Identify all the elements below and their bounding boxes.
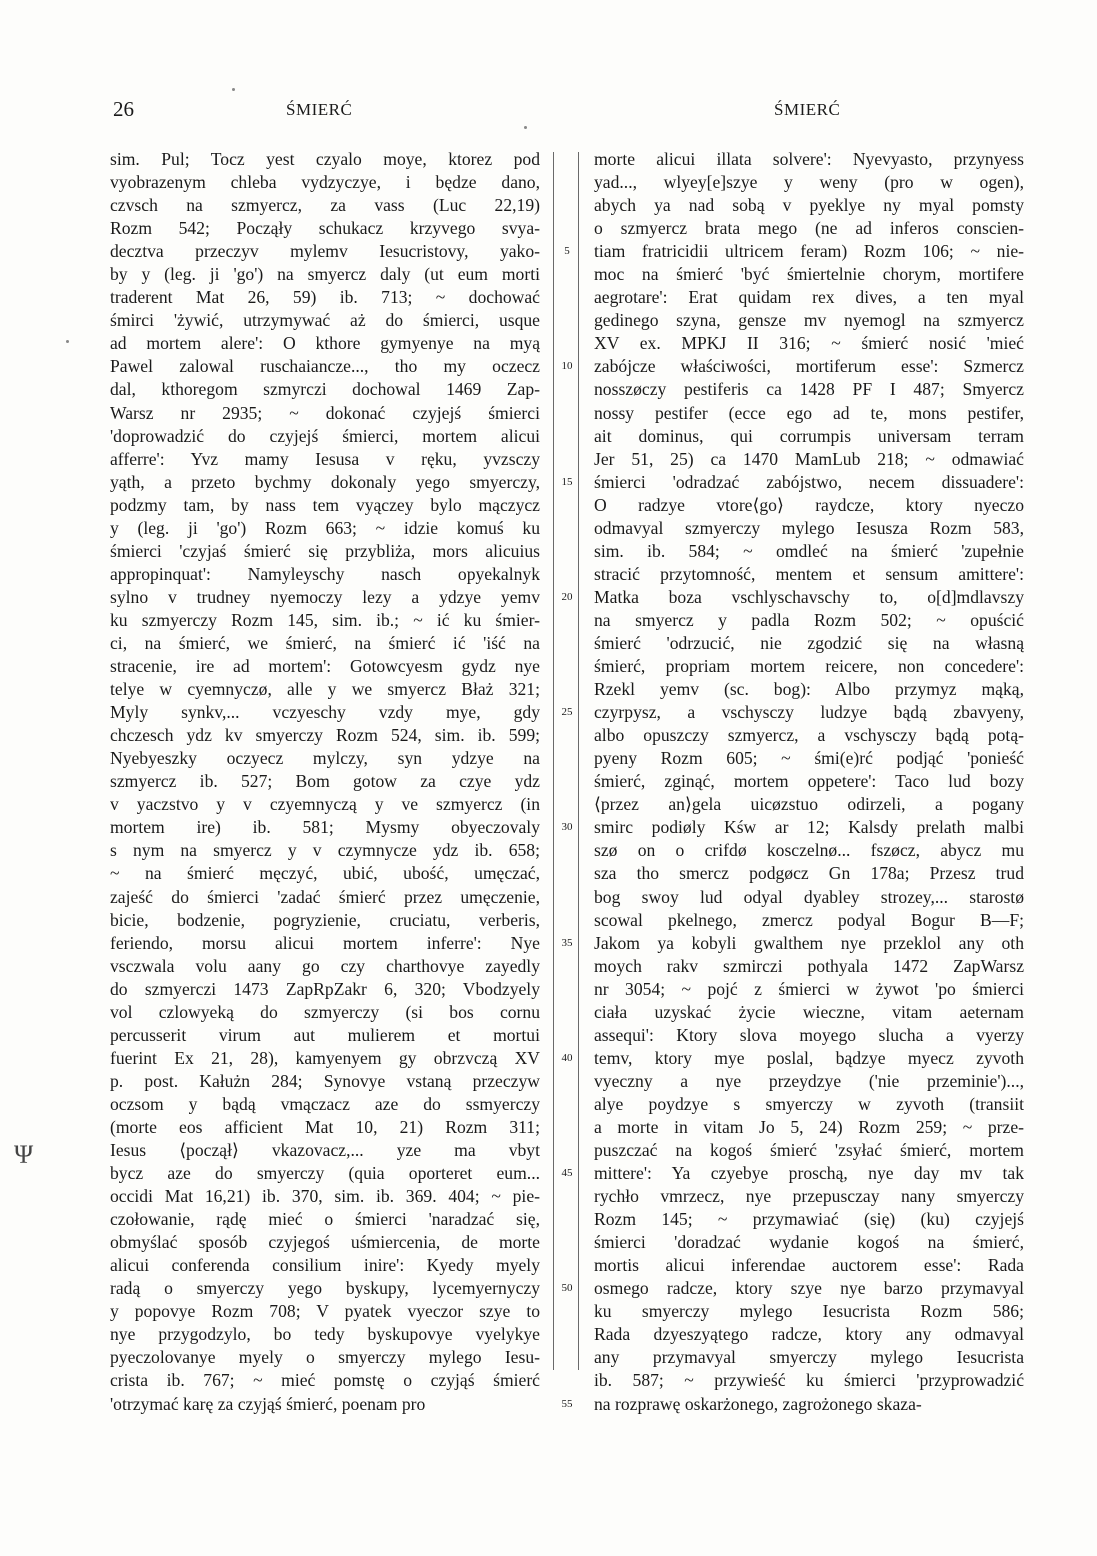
text-line: śmierć 'odrzucić, nie zgodzić się na własną: [594, 632, 1024, 653]
text-line: (morte eos afficient Mat 10, 21) Rozm 311;: [110, 1116, 540, 1137]
text-line: assequi': Ktory slova moyego slucha a vyerzy: [594, 1024, 1024, 1045]
text-line: vyobrazenym chleba vydzyczye, i będze dano,: [110, 172, 540, 193]
text-line: a morte in vitam Jo 5, 24) Rozm 259; ~ prze-: [594, 1116, 1024, 1137]
text-line: smirc podiøly Kśw ar 12; Kalsdy prelath malbi: [594, 817, 1024, 838]
text-line: moc na śmierć 'być śmiertelnie chorym, mortifere: [594, 264, 1024, 285]
text-line: pyeny Rozm 605; ~ śmi(e)rć podjąć 'ponieść: [594, 748, 1024, 769]
text-line: occidi Mat 16,21) ib. 370, sim. ib. 369. 404; ~ pie-: [110, 1186, 540, 1207]
text-line: alicui conferenda consilium inire': Kyedy myely: [110, 1255, 540, 1276]
text-line: feriendo, morsu alicui mortem inferre': Nye: [110, 932, 540, 953]
text-line: śmierci 'doradzać wydanie kogoś na śmierć,: [594, 1232, 1024, 1253]
text-line: Rzekl yemv (sc. bog): Albo przymyz mąką,: [594, 679, 1024, 700]
text-line: nossy pestifer (ecce ego ad te, mons pestifer,: [594, 402, 1024, 423]
text-line: aegrotare': Erat quidam rex dives, a ten myal: [594, 287, 1024, 308]
text-line: vyeczny a nye przeydzye ('nie przeminie')...,: [594, 1070, 1024, 1091]
text-line: na smyercz y padla Rozm 502; ~ opuścić: [594, 609, 1024, 630]
text-line: Iesus ⟨począł⟩ vkazovacz,... yze ma vbyt: [110, 1140, 540, 1161]
text-line: Myly synkv,... vczyeschy vzdy mye, gdy: [110, 702, 540, 723]
text-line: śmirci 'żywić, utrzymywać aż do śmierci, usque: [110, 310, 540, 331]
text-line: Pawel zalowal ruschaiancze..., tho my oczecz: [110, 356, 540, 377]
text-line: podzmy tam, by nass tem vyączey bylo mączycz: [110, 494, 540, 515]
text-line: puszczać na kogoś śmierć 'zsyłać śmierć, mortem: [594, 1140, 1024, 1161]
text-line: telye w cyemnyczø, alle y we smyercz Błaż 321;: [110, 679, 540, 700]
text-line: crista ib. 767; ~ mieć pomstę o czyjąś śmierć: [110, 1370, 540, 1391]
text-line: vol czlowyeką do szmyerczy (si bos cornu: [110, 1001, 540, 1022]
text-line: dal, kthoregom szmyrczi dochowal 1469 Zap-: [110, 379, 540, 400]
text-line: Nyebyeszky oczyecz mylczy, syn ydzye na: [110, 748, 540, 769]
text-line: pyeczolovanye myely o smyerczy mylego Iesu-: [110, 1347, 540, 1368]
line-number: 55: [561, 1397, 573, 1410]
text-line: osmego radcze, ktory szye nye barzo przymavyal: [594, 1278, 1024, 1299]
text-line: szmyercz ib. 527; Bom gotow za czye ydz: [110, 771, 540, 792]
text-line: mortis alicui inferendae auctorem esse': Rada: [594, 1255, 1024, 1276]
text-line: Matka boza vschlyschavschy to, o[d]mdlavszy: [594, 586, 1024, 607]
text-line: ci, na śmierć, we śmierć, na śmierć ić 'iść na: [110, 632, 540, 653]
text-line: alye poydzye s smyerczy w zyvoth (transiit: [594, 1093, 1024, 1114]
text-line: abych ya nad sobą v pyeklye ny myal pomsty: [594, 195, 1024, 216]
text-line: rychło vmrzecz, nye przepusczay nany smyerczy: [594, 1186, 1024, 1207]
text-line: do szmyerczi 1473 ZapRpZakr 6, 320; Vbodzyely: [110, 978, 540, 999]
text-line: percusserit virum aut mulierem et mortui: [110, 1024, 540, 1045]
text-line: Rada dzyeszyątego radcze, ktory any odmavyal: [594, 1324, 1024, 1345]
line-number: 5: [564, 245, 570, 258]
text-line: yad..., wlyey[e]szye y weny (pro w ogen),: [594, 172, 1024, 193]
text-line: śmierć, propriam mortem reicere, non concedere':: [594, 656, 1024, 677]
text-line: tiam fratricidii ultricem feram) Rozm 106; ~ nie-: [594, 241, 1024, 262]
text-line: ⟨przez an⟩gela uicøzstuo odirzeli, a pogany: [594, 794, 1024, 815]
running-head-left: ŚMIERĆ: [286, 100, 353, 119]
margin-mark: Ψ: [14, 1140, 34, 1169]
speck: [524, 126, 527, 129]
text-line: Jakom ya kobyli gwalthem nye przeklol any oth: [594, 932, 1024, 953]
text-line: Jer 51, 25) ca 1470 MamLub 218; ~ odmawiać: [594, 448, 1024, 469]
running-head-right: ŚMIERĆ: [774, 100, 841, 119]
text-line: XV ex. MPKJ II 316; ~ śmierć nosić 'mieć: [594, 333, 1024, 354]
text-line: czołowanie, rądę mieć o śmierci 'naradzać się,: [110, 1209, 540, 1230]
text-line: sim. Pul; Tocz yest czyalo moye, ktorez pod: [110, 149, 540, 169]
text-line: s nym na smyercz y v czymnycze ydz ib. 658;: [110, 840, 540, 861]
right-column: [594, 148, 1024, 1416]
text-line: Warsz nr 2935; ~ dokonać czyjejś śmierci: [110, 402, 540, 423]
column-divider-left: [553, 152, 554, 1370]
text-line: ku smyerczy mylego Iesucrista Rozm 586;: [594, 1301, 1024, 1322]
text-line: by y (leg. ji 'go') na smyercz daly (ut eum morti: [110, 264, 540, 285]
text-line: radą o smyerczy yego byskupy, lycemyernyczy: [110, 1278, 540, 1299]
text-line: y popovye Rozm 708; V pyatek vyeczor szye to: [110, 1301, 540, 1322]
text-line: albo opuszczy szmyercz, a vschysczy bądą potą-: [594, 725, 1024, 746]
text-line: zajeść do śmierci 'zadać śmierć przez umęczenie,: [110, 886, 540, 907]
text-line: ib. 587; ~ przywieść ku śmierci 'przyprowadzić: [594, 1370, 1024, 1391]
text-line: ciała uzyskać życie wieczne, vitam aeternam: [594, 1001, 1024, 1022]
text-line: yąth, a przeto bychmy dokonaly yego smyerczy,: [110, 471, 540, 492]
line-number: 45: [561, 1167, 573, 1180]
text-line: o szmyercz brata mego (ne ad inferos conscien-: [594, 218, 1024, 239]
line-number: 20: [561, 590, 573, 603]
text-line: czvsch na szmyercz, za vass (Luc 22,19): [110, 195, 540, 216]
page-number: 26: [113, 97, 134, 121]
text-line: fuerint Ex 21, 28), kamyenyem gy obrzvczą XV: [110, 1047, 540, 1068]
text-line: 'otrzymać karę za czyjąś śmierć, poenam pro: [110, 1393, 426, 1414]
text-line: vsczwala volu aany go czy charthovye zayedly: [110, 955, 540, 976]
text-line: sim. ib. 584; ~ omdleć na śmierć 'zupełnie: [594, 540, 1024, 561]
text-line: zabójcze właściwości, mortiferum esse': Szmercz: [594, 356, 1024, 377]
text-line: ku szmyerczy Rozm 145, sim. ib.; ~ ić ku śmier-: [110, 609, 540, 630]
text-line: traderent Mat 26, 59) ib. 713; ~ dochować: [110, 287, 540, 308]
text-line: chczesch ydz kv smyerczy Rozm 524, sim. ib. 599;: [110, 725, 540, 746]
column-divider-right: [578, 152, 579, 1370]
text-line: bicie, bodzenie, pogryzienie, cruciatu, verberis,: [110, 909, 540, 930]
text-line: 'doprowadzić do czyjejś śmierci, mortem alicui: [110, 425, 540, 446]
text-line: odmavyal szmyerczy mylego Iesusza Rozm 583,: [594, 517, 1024, 538]
text-line: czyrpysz, a vschysczy ludzye bądą zbavyeny,: [594, 702, 1024, 723]
text-line: obmyślać sposób czyjegoś uśmiercenia, de morte: [110, 1232, 540, 1253]
text-line: decztva przeczyv mylemv Iesucristovy, yako-: [110, 241, 540, 262]
text-line: moych rakv szmirczi pothyala 1472 ZapWarsz: [594, 955, 1024, 976]
text-line: y (leg. ji 'go') Rozm 663; ~ idzie komuś ku: [110, 517, 540, 538]
text-line: any przymavyal smyerczy mylego Iesucrista: [594, 1347, 1024, 1368]
text-line: nye przygodzylo, bo tedy byskupovye vyelykye: [110, 1324, 540, 1345]
text-line: ad mortem alere': O kthore gymyenye na myą: [110, 333, 540, 354]
text-line: nr 3054; ~ pojć z śmierci w żywot 'po śmierci: [594, 978, 1024, 999]
text-line: śmierć, zginąć, mortem oppetere': Taco lud bozy: [594, 771, 1024, 792]
text-line: p. post. Kałużn 284; Synovye vstaną przeczyw: [110, 1070, 540, 1091]
text-line: śmierci 'czyjaś śmierć się przybliża, mors alicuius: [110, 540, 540, 561]
text-line: stracenie, ire ad mortem': Gotowcyesm gydz nye: [110, 656, 540, 677]
text-line: v yaczstvo y v czyemnyczą y ve szmyercz (in: [110, 794, 540, 815]
text-line: szø on o crifdø kosczelnø... fszøcz, abycz mu: [594, 840, 1024, 861]
text-line: sza tho smercz podgøcz Gn 178a; Przesz trud: [594, 863, 1024, 884]
text-line: nosszøczy pestiferis ca 1428 PF I 487; Smyercz: [594, 379, 1024, 400]
text-line: ait dominus, qui corrumpis universam terram: [594, 425, 1024, 446]
line-number: 10: [561, 360, 573, 373]
line-number: 15: [561, 475, 573, 488]
text-line: Rozm 145; ~ przymawiać (się) (ku) czyjejś: [594, 1209, 1024, 1230]
text-line: O radzye vtore⟨go⟩ raydcze, ktory nyeczo: [594, 494, 1024, 515]
line-number: 30: [561, 821, 573, 834]
text-line: scowal pkelnego, zmercz podyal Bogur B—F;: [594, 909, 1024, 930]
text-line: śmierci 'odradzać zabójstwo, necem dissuadere':: [594, 471, 1024, 492]
text-line: appropinquat': Namyleyschy nasch opyekalnyk: [110, 563, 540, 584]
text-line: na rozprawę oskarżonego, zagrożonego skaza-: [594, 1393, 922, 1414]
speck: [232, 88, 235, 91]
line-number: 35: [561, 936, 573, 949]
text-line: temv, ktory mye poslal, bądzye myecz zyvoth: [594, 1047, 1024, 1068]
text-line: stracić przytomność, mentem et sensum amittere':: [594, 563, 1024, 584]
speck: [66, 340, 69, 343]
text-line: gedinego szyna, gensze mv nyemogl na szmyercz: [594, 310, 1024, 331]
line-number: 25: [561, 706, 573, 719]
text-line: afferre': Yvz mamy Iesusa v ręku, yvzsczy: [110, 448, 540, 469]
text-line: bycz aze do smyerczy (quia oporteret eum...: [110, 1163, 540, 1184]
line-number: 40: [561, 1051, 573, 1064]
text-line: oczsom y bądą vmączacz aze do ssmyerczy: [110, 1093, 540, 1114]
text-line: mortem ire) ib. 581; Mysmy obyeczovaly: [110, 817, 540, 838]
text-line: ~ na śmierć męczyć, ubić, ubość, umęczać,: [110, 863, 540, 884]
line-number: 50: [561, 1282, 573, 1295]
left-column: [110, 148, 540, 1416]
text-line: Rozm 542; Począły schukacz krzyvego svya-: [110, 218, 540, 239]
text-line: bog swoy lud odyal dyabley strozey,... starostø: [594, 886, 1024, 907]
text-line: mittere': Ya czyebye proschą, nye day mv tak: [594, 1163, 1024, 1184]
text-line: sylno v trudney nyemoczy lezy a ydzye yemv: [110, 586, 540, 607]
text-line: morte alicui illata solvere': Nyevyasto, przynyess: [594, 149, 1024, 169]
